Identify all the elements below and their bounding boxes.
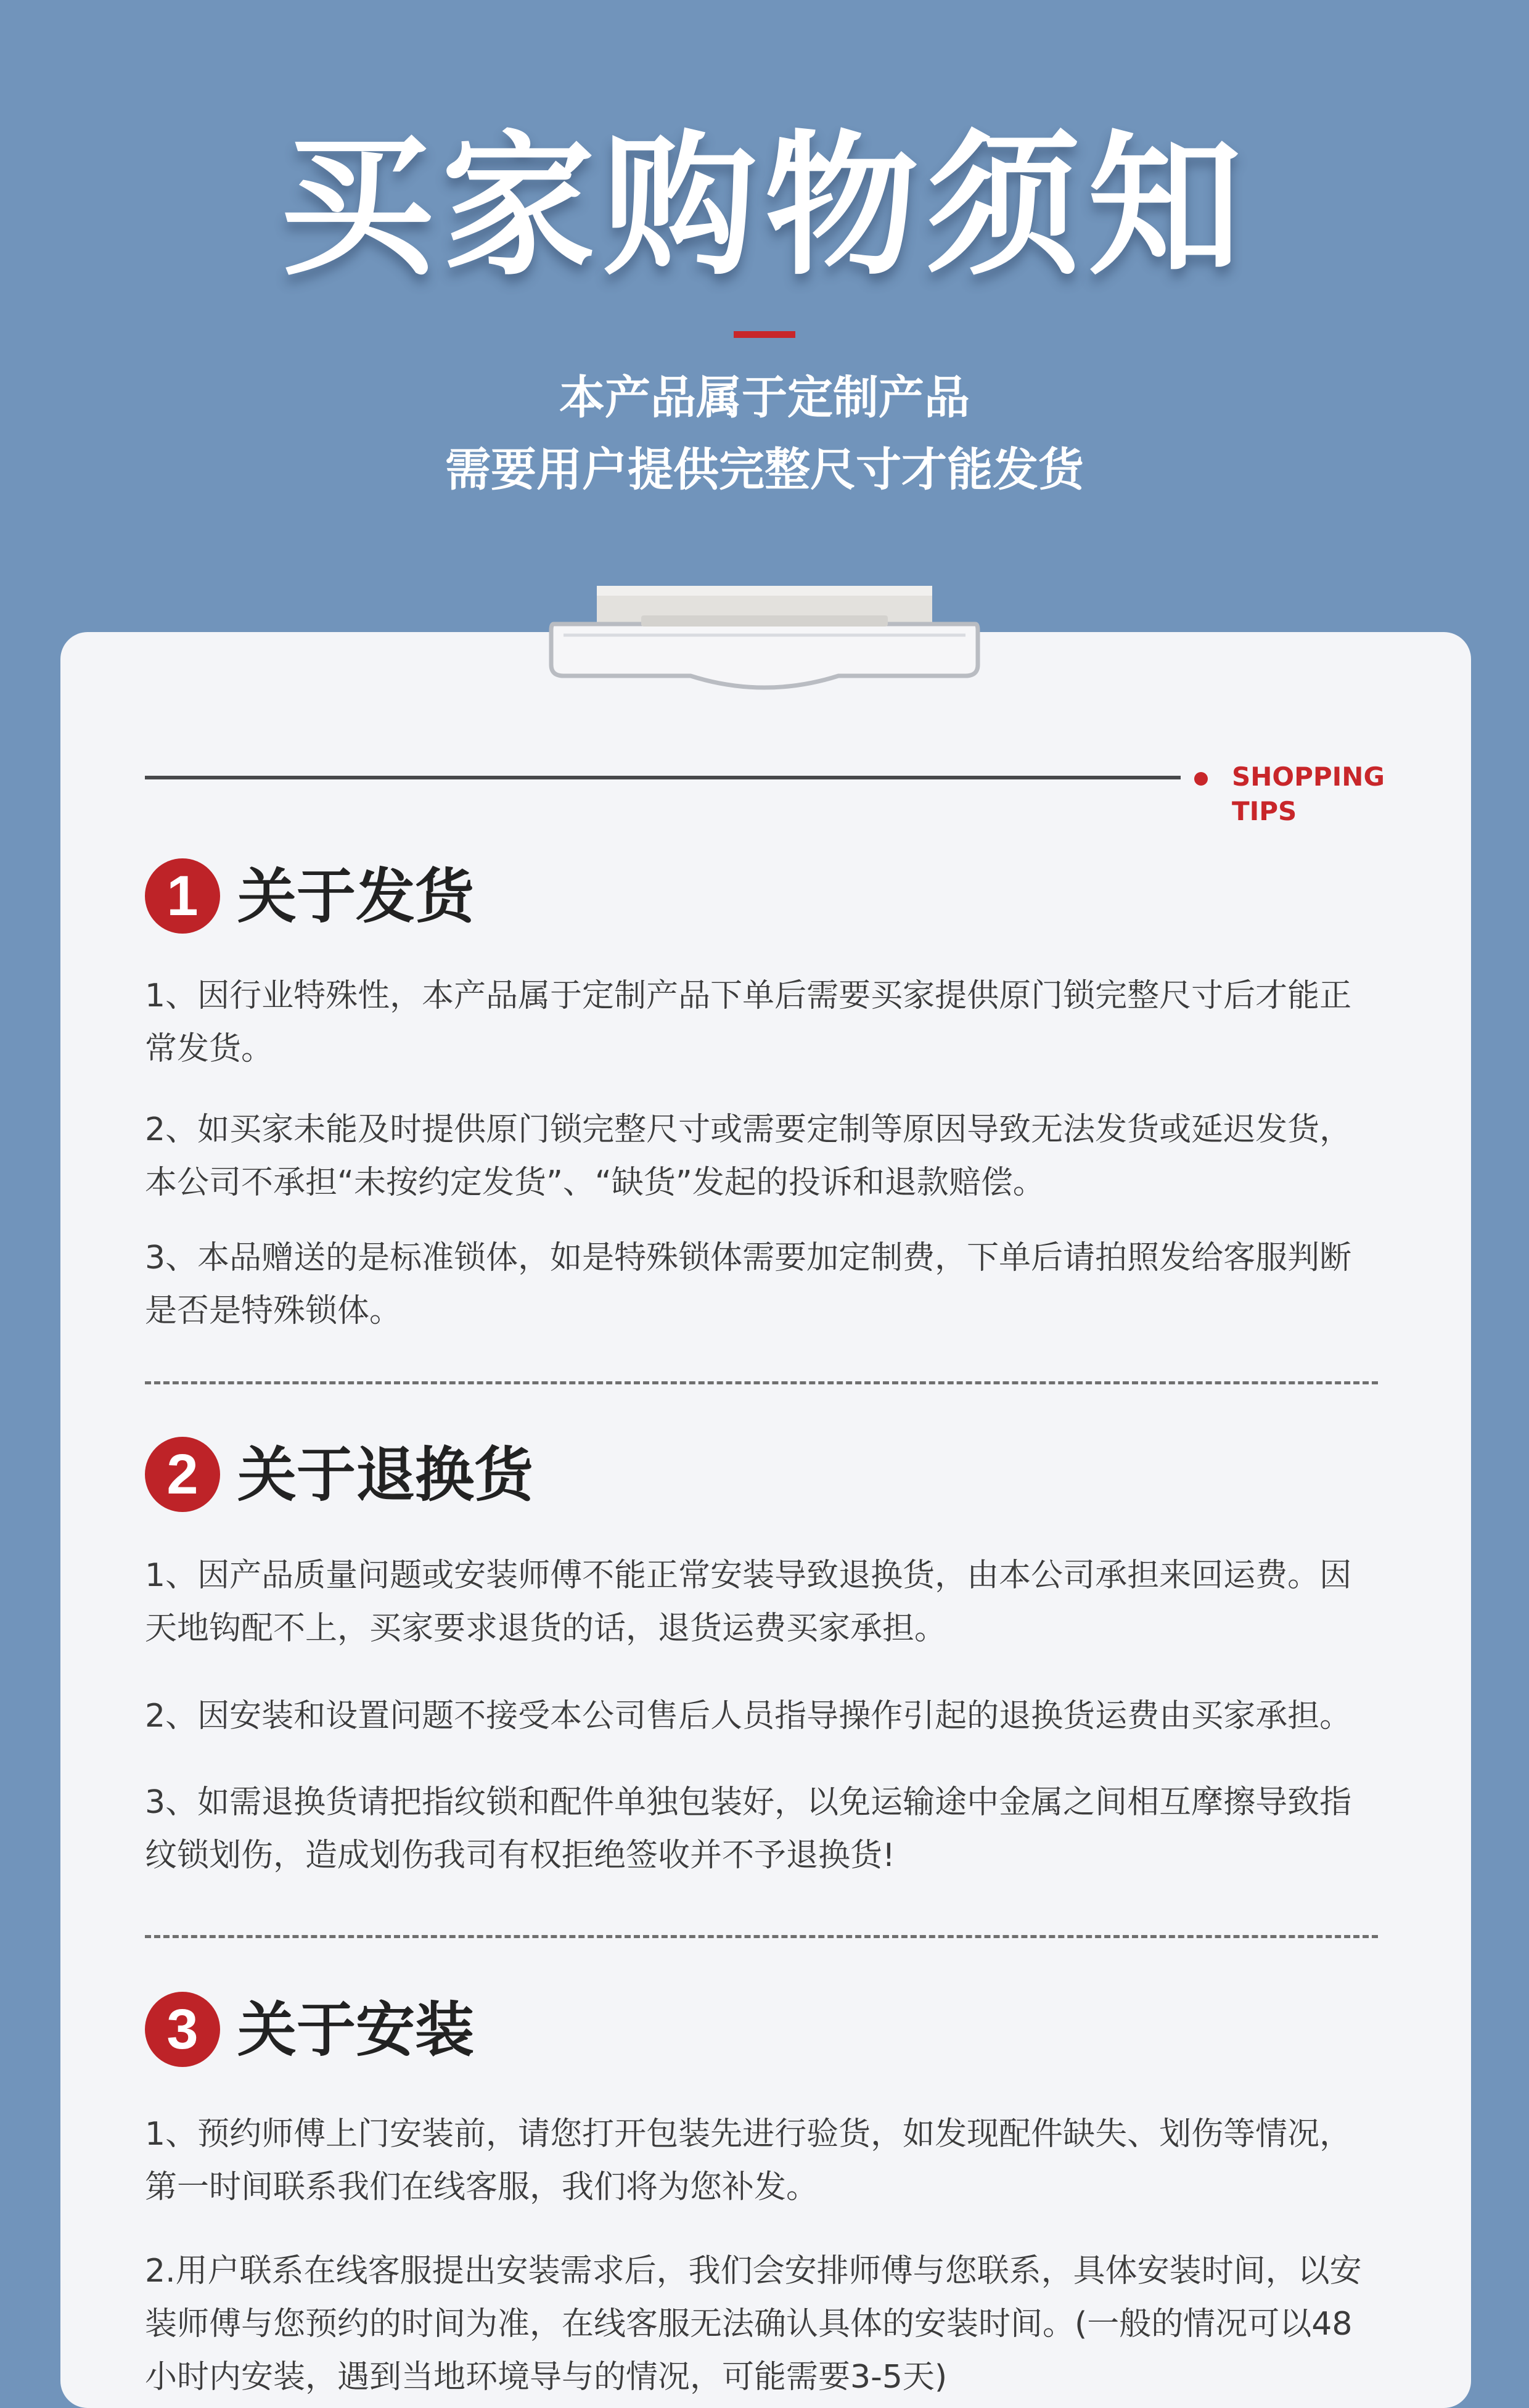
shopping-tips-label <box>1232 760 1417 829</box>
section-number-badge: 1 <box>145 858 220 934</box>
section-title: 关于安装 <box>237 1995 474 2065</box>
subtitle-line-2: 需要用户提供完整尺寸才能发货 <box>445 443 1084 496</box>
section-installation-item-1: 1、预约师傅上门安装前，请您打开包装先进行验货，如发现配件缺失、划伤等情况，第一时间联系我们在线客服，我们将为您补发。 <box>145 2116 1352 2206</box>
section-divider <box>145 1935 1378 1938</box>
shopping-tips-label-line1: SHOPPING <box>1232 762 1385 792</box>
page-title: 买家购物须知 <box>280 117 1249 296</box>
section-returns-item-1: 1、因产品质量问题或安装师傅不能正常安装导致退换货，由本公司承担来回运费。因天地钩配不上，买家要求退货的话，退货运费买家承担。 <box>145 1557 1352 1647</box>
section-shipping-item-1: 1、因行业特殊性，本产品属于定制产品下单后需要买家提供原门锁完整尺寸后才能正常发货。 <box>145 977 1352 1067</box>
section-installation-item-2: 2.用户联系在线客服提出安装需求后，我们会安排师傅与您联系，具体安装时间，以安装师傅与您预约的时间为准，在线客服无法确认具体的安装时间。(一般的情况可以48小时内安装，遇到当地环境导与的情况，可能需要3-5天) <box>145 2253 1362 2396</box>
shopping-tips-label-line2: TIPS <box>1232 796 1297 826</box>
section-returns-item-2: 2、因安装和设置问题不接受本公司售后人员指导操作引起的退换货运费由买家承担。 <box>145 1698 1352 1735</box>
section-shipping-item-2: 2、如买家未能及时提供原门锁完整尺寸或需要定制等原因导致无法发货或延迟发货，本公司不承担“未按约定发货”、“缺货”发起的投诉和退款赔偿。 <box>145 1111 1352 1201</box>
section-number-badge: 2 <box>145 1437 220 1512</box>
tips-dot <box>1194 772 1208 786</box>
title-accent-bar <box>734 331 795 338</box>
tips-divider-line <box>145 776 1181 779</box>
clipboard-clip-icon <box>549 586 980 697</box>
section-title: 关于退换货 <box>237 1440 533 1510</box>
section-number-badge: 3 <box>145 1992 220 2067</box>
section-divider <box>145 1381 1378 1384</box>
section-returns-item-3: 3、如需退换货请把指纹锁和配件单独包装好，以免运输途中金属之间相互摩擦导致指纹锁划伤，造成划伤我司有权拒绝签收并不予退换货! <box>145 1784 1352 1874</box>
section-title: 关于发货 <box>237 862 474 931</box>
subtitle-line-1: 本产品属于定制产品 <box>559 371 970 424</box>
section-shipping-item-3: 3、本品赠送的是标准锁体，如是特殊锁体需要加定制费，下单后请拍照发给客服判断是否是特殊锁体。 <box>145 1239 1352 1329</box>
